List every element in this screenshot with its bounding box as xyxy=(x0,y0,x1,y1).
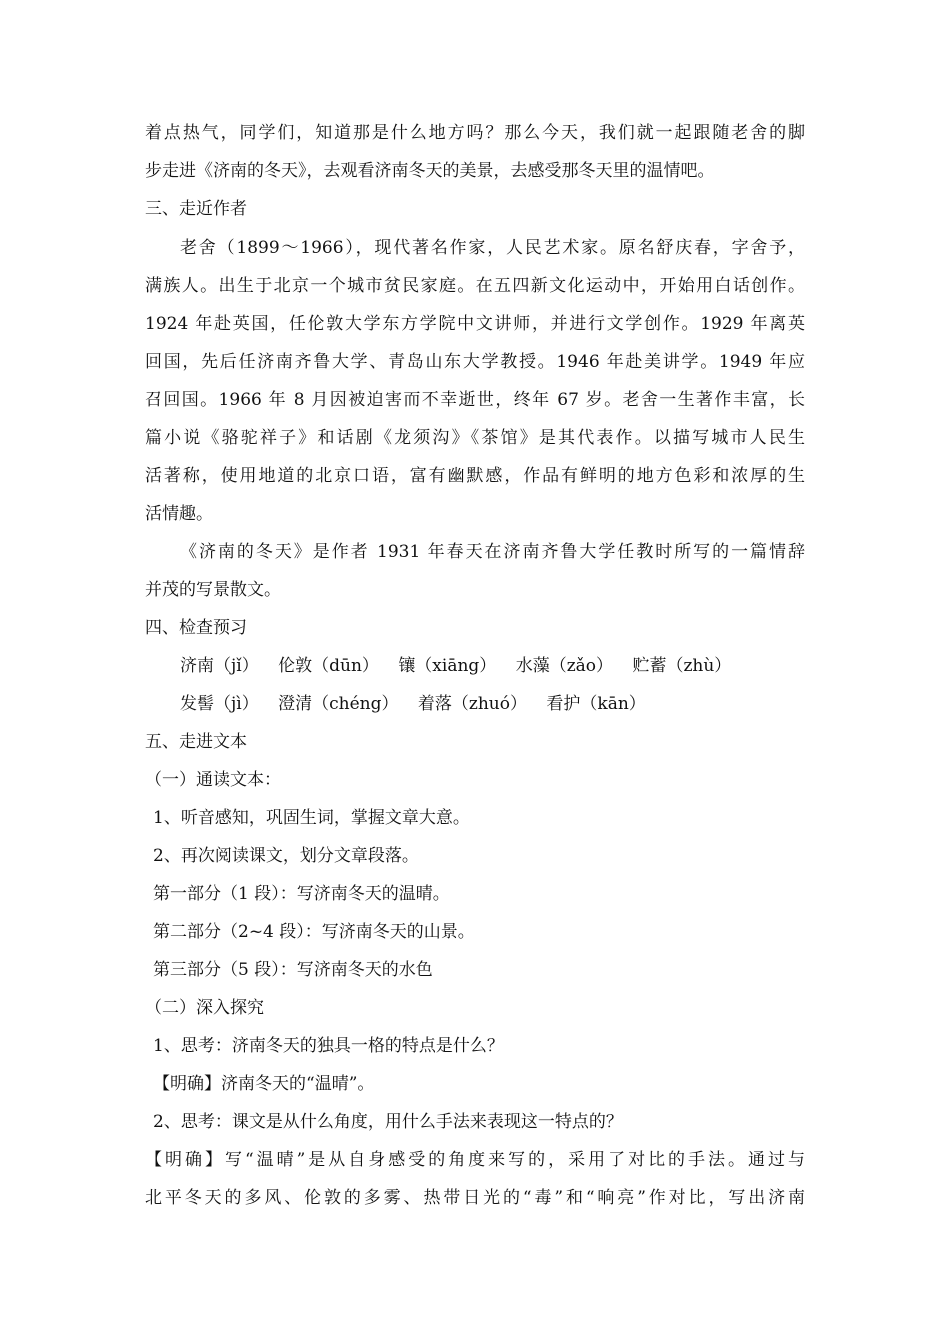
bio-line-1: 老舍（1899～1966），现代著名作家，人民艺术家。原名舒庆春，字舍予， xyxy=(180,238,805,258)
section5-heading: 五、走进文本 xyxy=(145,732,247,752)
pinyin-item: 水藻（zǎo） xyxy=(515,656,614,676)
part-1: 第一部分（1 段）：写济南冬天的温晴。 xyxy=(153,884,450,904)
pinyin-row-2 xyxy=(180,693,660,715)
pinyin-item: 澄清（chéng） xyxy=(278,694,399,714)
pinyin-item: 着落（zhuó） xyxy=(417,694,527,714)
bio-line-3: 1924 年赴英国，任伦敦大学东方学院中文讲师，并进行文学创作。1929 年离英 xyxy=(145,314,805,334)
pinyin-item: 伦敦（dūn） xyxy=(278,656,379,676)
intro-line-1: 着点热气，同学们，知道那是什么地方吗？那么今天，我们就一起跟随老舍的脚 xyxy=(145,123,805,143)
pinyin-item: 镶（xiāng） xyxy=(398,656,497,676)
section3-heading: 三、走近作者 xyxy=(145,199,247,219)
answer-2-line-2: 北平冬天的多风、伦敦的多雾、热带日光的“毒”和“响亮”作对比，写出济南 xyxy=(145,1188,805,1208)
subsection-read-heading: （一）通读文本： xyxy=(145,770,281,790)
answer-2-line-1 xyxy=(145,1149,805,1171)
answer-1 xyxy=(153,1073,374,1095)
work-line-2: 并茂的写景散文。 xyxy=(145,580,281,600)
question-2: 2、思考：课文是从什么角度，用什么手法来表现这一特点的？ xyxy=(153,1112,623,1132)
bio-line-4: 回国，先后任济南齐鲁大学、青岛山东大学教授。1946 年赴美讲学。1949 年应 xyxy=(145,352,805,372)
read-item-2: 2、再次阅读课文，划分文章段落。 xyxy=(153,846,419,866)
part-3: 第三部分（5 段）：写济南冬天的水色 xyxy=(153,960,433,980)
part-2: 第二部分（2~4 段）：写济南冬天的山景。 xyxy=(153,922,475,942)
pinyin-row-1 xyxy=(180,655,745,677)
section4-heading: 四、检查预习 xyxy=(145,618,247,638)
answer-label: 【明确】 xyxy=(153,1074,221,1094)
pinyin-item: 看护（kān） xyxy=(546,694,646,714)
pinyin-item: 济南（jǐ） xyxy=(180,656,259,676)
intro-line-2: 步走进《济南的冬天》，去观看济南冬天的美景，去感受那冬天里的温情吧。 xyxy=(145,161,715,181)
answer-text: 写“温晴”是从自身感受的角度来写的，采用了对比的手法。通过与 xyxy=(224,1150,805,1170)
pinyin-item: 贮蓄（zhù） xyxy=(632,656,732,676)
answer-text: 济南冬天的“温晴”。 xyxy=(221,1074,375,1094)
bio-line-2: 满族人。出生于北京一个城市贫民家庭。在五四新文化运动中，开始用白话创作。 xyxy=(145,276,805,296)
bio-line-7: 活著称，使用地道的北京口语，富有幽默感，作品有鲜明的地方色彩和浓厚的生 xyxy=(145,466,805,486)
read-item-1: 1、听音感知，巩固生词，掌握文章大意。 xyxy=(153,808,470,828)
pinyin-item: 发髻（jì） xyxy=(180,694,259,714)
question-1: 1、思考：济南冬天的独具一格的特点是什么？ xyxy=(153,1036,504,1056)
bio-line-6: 篇小说《骆驼祥子》和话剧《龙须沟》《茶馆》是其代表作。以描写城市人民生 xyxy=(145,428,805,448)
bio-line-8: 活情趣。 xyxy=(145,504,213,524)
subsection-explore-heading: （二）深入探究 xyxy=(145,998,264,1018)
answer-label: 【明确】 xyxy=(145,1150,225,1170)
work-line-1: 《济南的冬天》是作者 1931 年春天在济南齐鲁大学任教时所写的一篇情辞 xyxy=(180,542,805,562)
bio-line-5: 召回国。1966 年 8 月因被迫害而不幸逝世，终年 67 岁。老舍一生著作丰富，长 xyxy=(145,390,805,410)
